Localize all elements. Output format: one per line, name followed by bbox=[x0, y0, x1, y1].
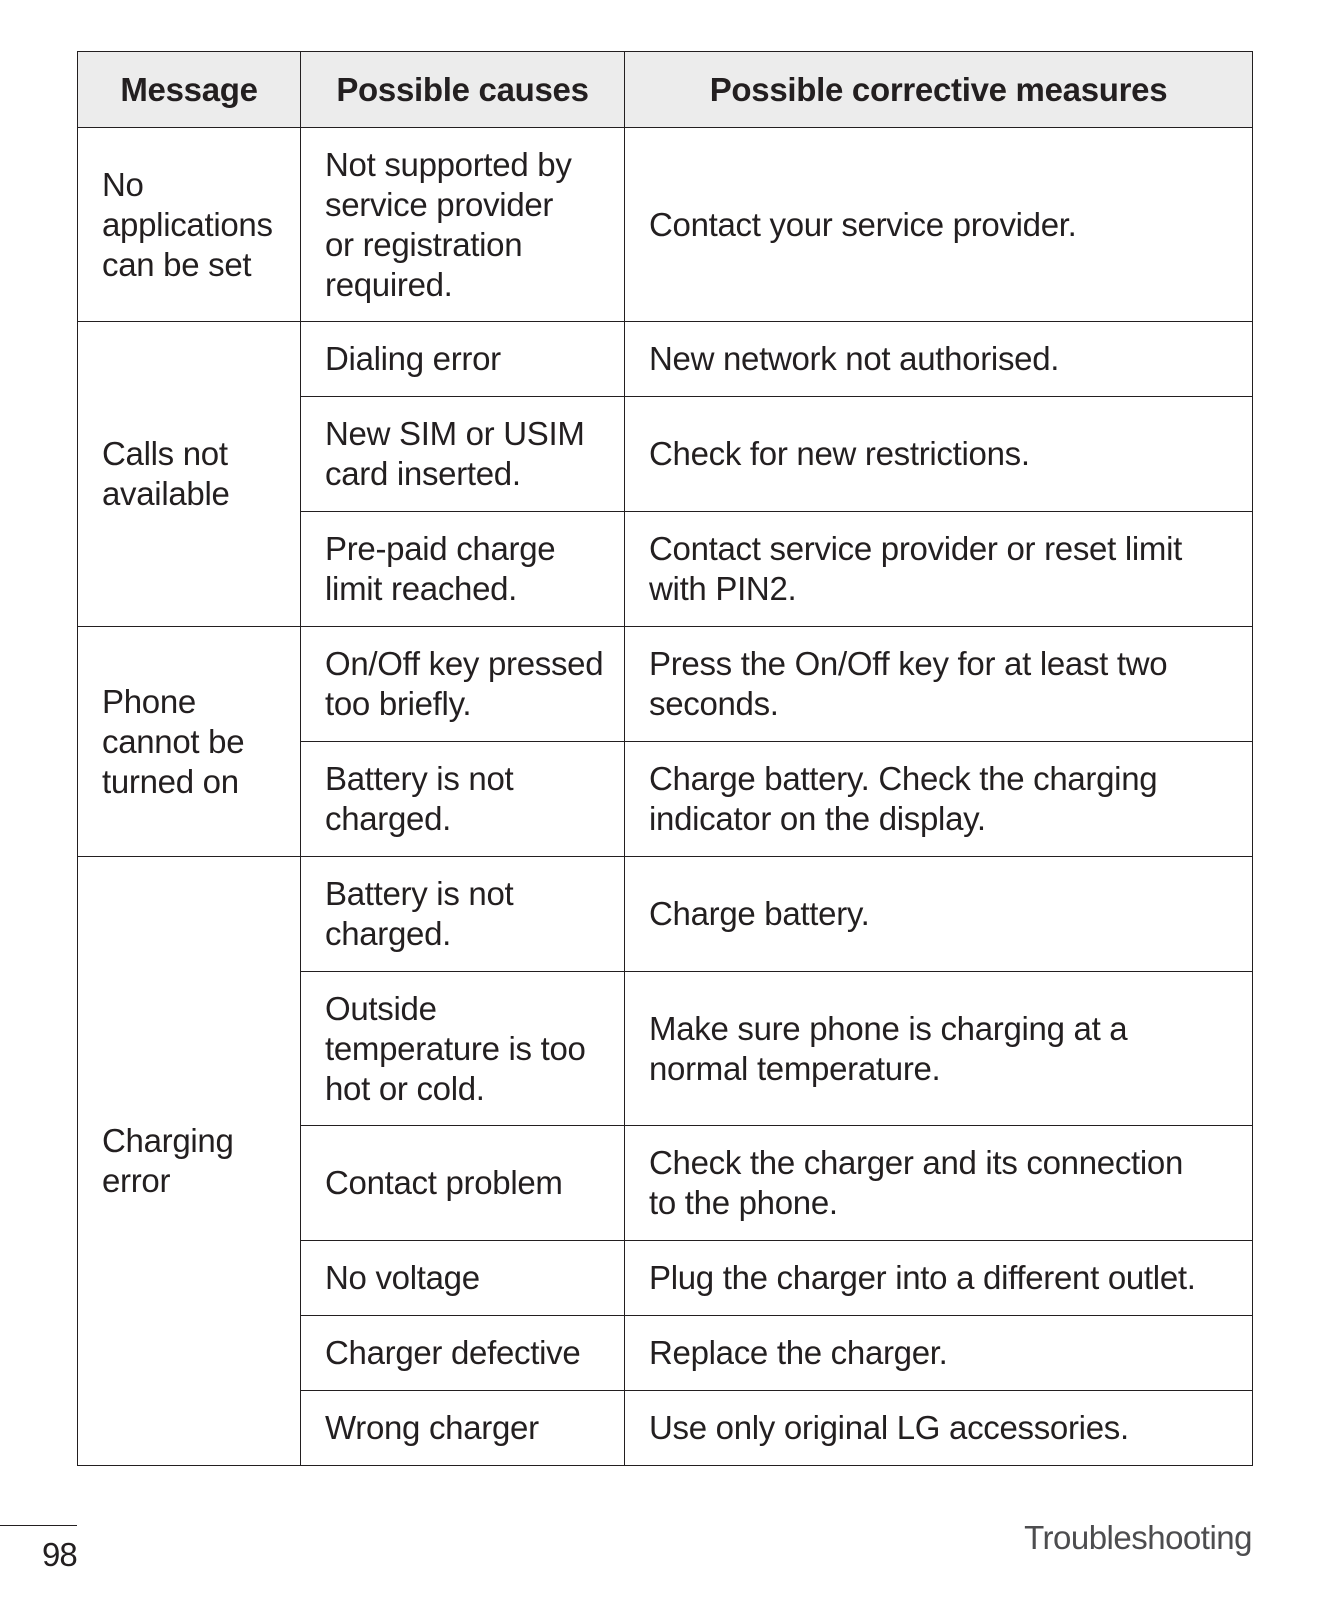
section-title: Troubleshooting bbox=[1024, 1519, 1252, 1556]
measure-text: Check the charger and its connection to the phone. bbox=[649, 1144, 1184, 1221]
measure-cell bbox=[625, 857, 1253, 972]
table-header-row bbox=[78, 52, 1253, 128]
message-cell bbox=[78, 627, 301, 857]
measure-cell bbox=[625, 322, 1253, 397]
measure-cell bbox=[625, 742, 1253, 857]
measure-text: Charge battery. bbox=[649, 895, 870, 932]
header-possible-causes: Possible causes bbox=[301, 52, 625, 128]
cause-text: No voltage bbox=[325, 1259, 480, 1296]
cause-text: Contact problem bbox=[325, 1164, 563, 1201]
measure-cell bbox=[625, 397, 1253, 512]
measure-text: Press the On/Off key for at least two seconds. bbox=[649, 645, 1168, 722]
cause-cell bbox=[301, 1391, 625, 1466]
measure-text: Use only original LG accessories. bbox=[649, 1409, 1129, 1446]
table-row bbox=[78, 627, 1253, 742]
table-row bbox=[78, 128, 1253, 322]
cause-text: Pre-paid charge limit reached. bbox=[325, 530, 556, 607]
measure-text: Replace the charger. bbox=[649, 1334, 948, 1371]
cause-cell bbox=[301, 1241, 625, 1316]
cause-text: Wrong charger bbox=[325, 1409, 539, 1446]
message-text: Charging error bbox=[102, 1122, 234, 1199]
cause-cell bbox=[301, 972, 625, 1126]
measure-cell bbox=[625, 512, 1253, 627]
measure-text: Check for new restrictions. bbox=[649, 435, 1030, 472]
measure-cell bbox=[625, 972, 1253, 1126]
cause-text: Battery is not charged. bbox=[325, 875, 514, 952]
cause-text: Charger defective bbox=[325, 1334, 581, 1371]
cause-cell bbox=[301, 1316, 625, 1391]
measure-text: Make sure phone is charging at a normal temperature. bbox=[649, 1009, 1128, 1087]
cause-text: Not supported by service provider or registration required. bbox=[325, 145, 572, 303]
cause-text: Battery is not charged. bbox=[325, 760, 514, 837]
measure-text: Contact service provider or reset limit with PIN2. bbox=[649, 530, 1182, 607]
message-text: Calls not available bbox=[102, 435, 230, 512]
cause-cell bbox=[301, 128, 625, 322]
measure-cell bbox=[625, 627, 1253, 742]
measure-cell bbox=[625, 1126, 1253, 1241]
measure-text: Contact your service provider. bbox=[649, 205, 1077, 243]
measure-text: New network not authorised. bbox=[649, 340, 1060, 377]
cause-text: On/Off key pressed too briefly. bbox=[325, 645, 604, 722]
measure-cell bbox=[625, 1241, 1253, 1316]
message-cell bbox=[78, 322, 301, 627]
cause-cell bbox=[301, 627, 625, 742]
measure-cell bbox=[625, 128, 1253, 322]
measure-text: Charge battery. Check the charging indicator on the display. bbox=[649, 760, 1158, 837]
message-cell bbox=[78, 128, 301, 322]
cause-text: Dialing error bbox=[325, 340, 501, 377]
cause-cell bbox=[301, 857, 625, 972]
cause-cell bbox=[301, 322, 625, 397]
page-number: 98 bbox=[42, 1536, 77, 1573]
message-text: No applications can be set bbox=[102, 165, 273, 283]
header-corrective-measures: Possible corrective measures bbox=[625, 52, 1253, 128]
header-message: Message bbox=[78, 52, 301, 128]
footer-divider bbox=[0, 1525, 77, 1526]
message-text: Phone cannot be turned on bbox=[102, 682, 245, 800]
measure-text: Plug the charger into a different outlet. bbox=[649, 1259, 1196, 1296]
cause-text: New SIM or USIM card inserted. bbox=[325, 415, 585, 492]
table-row bbox=[78, 322, 1253, 397]
troubleshooting-table bbox=[77, 51, 1253, 1466]
cause-cell bbox=[301, 1126, 625, 1241]
measure-cell bbox=[625, 1391, 1253, 1466]
cause-text: Outside temperature is too hot or cold. bbox=[325, 989, 586, 1107]
cause-cell bbox=[301, 512, 625, 627]
message-cell bbox=[78, 857, 301, 1466]
cause-cell bbox=[301, 742, 625, 857]
cause-cell bbox=[301, 397, 625, 512]
measure-cell bbox=[625, 1316, 1253, 1391]
table-row bbox=[78, 857, 1253, 972]
